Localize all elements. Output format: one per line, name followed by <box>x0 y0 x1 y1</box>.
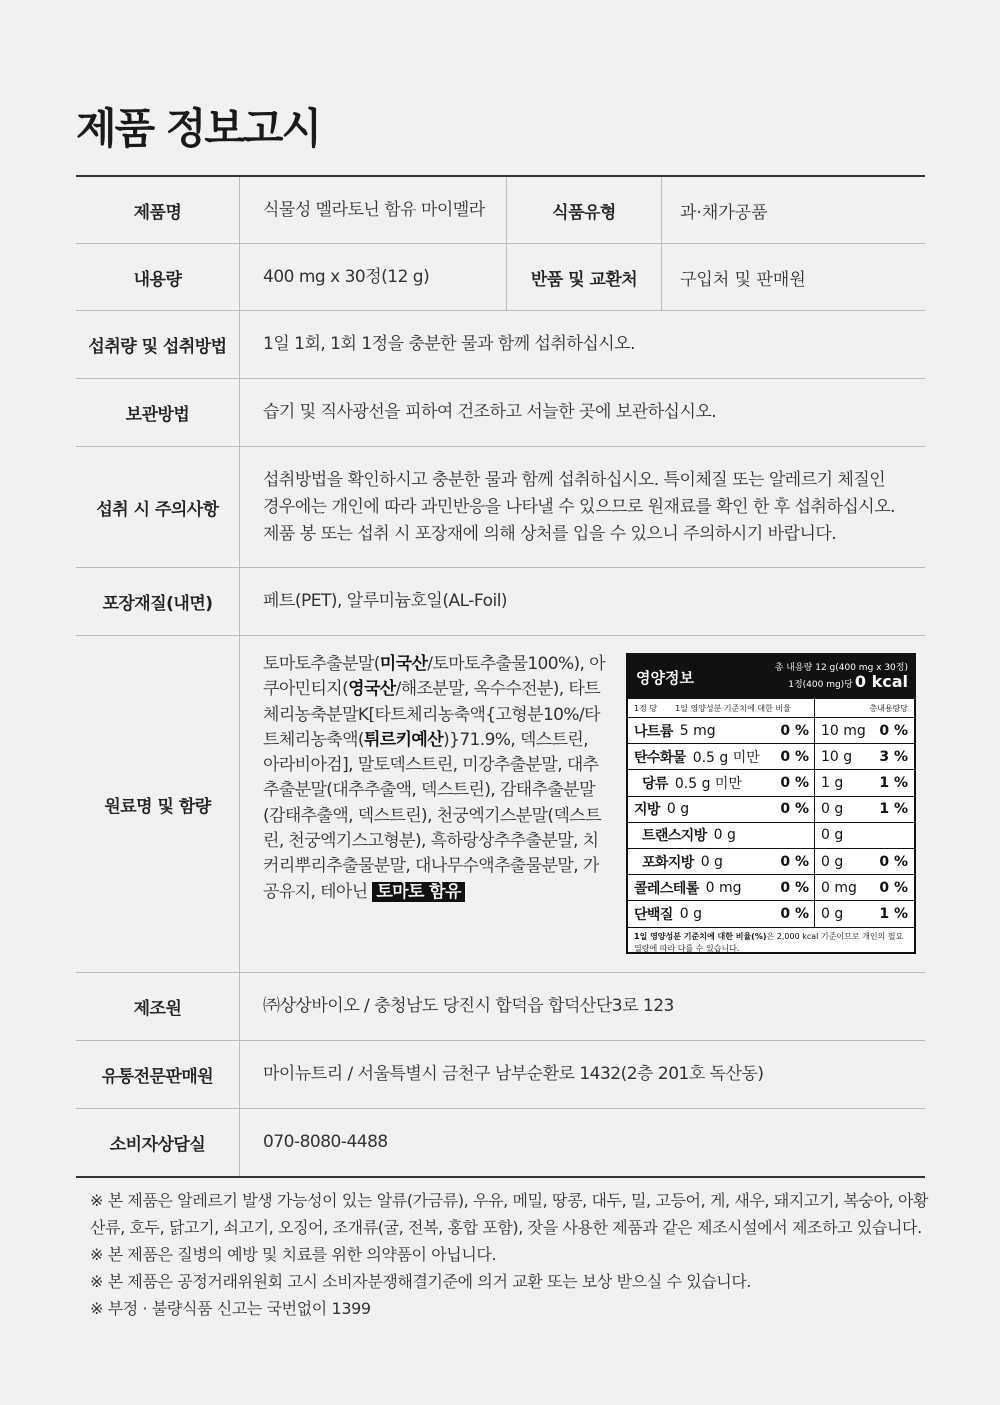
row-value: 식물성 멜라토닌 함유 마이멜라 <box>240 177 507 243</box>
row-value: ㈜상상바이오 / 충청남도 당진시 합덕읍 합덕산단3로 123 <box>263 996 674 1016</box>
nutrient-percent: 0 % <box>780 879 809 896</box>
nutrition-row <box>628 770 914 796</box>
row-value: 400 mg x 30정(12 g) <box>240 244 507 310</box>
nutrient-percent: 0 % <box>780 853 809 870</box>
row-consumer <box>76 1109 925 1176</box>
row-label: 소비자상담실 <box>76 1109 240 1176</box>
nutrient-total: 0 g <box>821 853 844 870</box>
row-ingredients <box>76 636 925 973</box>
nutrient-total: 0 mg <box>821 879 857 896</box>
nutrient-percent: 0 % <box>780 774 809 791</box>
nutrient-name: 탄수화물 <box>634 749 686 766</box>
row-packaging <box>76 568 925 636</box>
nutrition-footnote-rest: 은 2,000 kcal 기준이므로 개인의 필요 열량에 따라 다를 수 있습니다. <box>634 931 904 953</box>
ingredient-origin: 튀르키예산 <box>363 729 444 750</box>
ingredient-text: 토마토추출분말( <box>263 654 380 674</box>
note-item: ※ 본 제품은 질병의 예방 및 치료를 위한 의약품이 아닙니다. <box>90 1245 497 1264</box>
nutrition-row <box>628 718 914 744</box>
nutrition-total-line: 총 내용량 12 g(400 mg x 30정) <box>774 663 908 673</box>
row-label: 반품 및 교환처 <box>507 244 662 310</box>
nutrition-kcal: 0 kcal <box>854 672 908 691</box>
nutrition-footnote <box>628 928 914 958</box>
row-product-name <box>76 177 925 244</box>
nutrient-total-percent: 1 % <box>879 905 908 922</box>
nutrient-percent: 0 % <box>780 722 809 739</box>
nutrient-name: 포화지방 <box>642 854 694 871</box>
nutrient-amount: 0 g <box>713 827 736 844</box>
row-label: 내용량 <box>76 244 240 310</box>
tomato-highlight-badge: 토마토 함유 <box>372 882 464 902</box>
nutrient-percent: 0 % <box>780 801 809 818</box>
nutrition-row <box>628 797 914 823</box>
row-label: 보관방법 <box>76 379 240 446</box>
row-content <box>76 244 925 311</box>
nutrition-sub-left2: 1일 영양성분 기준치에 대한 비율 <box>675 703 791 713</box>
nutrition-sub-left1: 1정 당 <box>634 703 658 713</box>
nutrient-name: 당류 <box>642 775 668 792</box>
row-label: 섭취 시 주의사항 <box>76 447 240 567</box>
row-label: 제품명 <box>76 177 240 243</box>
row-label: 섭취량 및 섭취방법 <box>76 311 240 378</box>
note-item: ※ 본 제품은 공정거래위원회 고시 소비자분쟁해결기준에 의거 교환 또는 보상 받으실 수 있습니다. <box>90 1272 752 1291</box>
page-title: 제품 정보고시 <box>76 104 321 153</box>
nutrition-row <box>628 849 914 875</box>
nutrition-rows <box>628 718 914 928</box>
nutrition-row <box>628 875 914 901</box>
nutrient-amount: 5 mg <box>679 722 716 739</box>
ingredients-cell <box>240 636 930 972</box>
nutrient-amount: 0 g <box>679 905 703 922</box>
nutrient-total: 0 g <box>821 827 844 844</box>
row-value: 페트(PET), 알루미늄호일(AL-Foil) <box>263 591 508 611</box>
row-intake <box>76 311 925 379</box>
ingredients-text <box>263 652 608 962</box>
row-label: 원료명 및 함량 <box>76 636 240 972</box>
row-value: 과·채가공품 <box>680 202 768 223</box>
nutrition-row <box>628 901 914 927</box>
nutrient-name: 단백질 <box>634 906 673 923</box>
nutrient-amount: 0 mg <box>705 879 742 896</box>
row-value: 섭취방법을 확인하시고 충분한 물과 함께 섭취하십시오. 특이체질 또는 알레르기 체질인 경우에는 개인에 따라 과민반응을 나타낼 수 있으므로 원재료를 확인 한 후 섭취하십시오. 제품 봉 또는 섭취 시 포장재에 의해 상처를 입을 수 있으니 주의하시기 바랍니다. <box>263 469 896 544</box>
row-label: 유통전문판매원 <box>76 1041 240 1108</box>
ingredient-origin: 미국산 <box>379 654 428 674</box>
nutrition-header <box>628 655 914 699</box>
product-info-table <box>76 175 925 1178</box>
nutrition-sub-right: 총내용량당 <box>869 703 908 713</box>
nutrient-amount: 0 g <box>666 801 690 818</box>
nutrient-name: 나트륨 <box>634 723 673 740</box>
nutrient-total: 10 mg <box>821 722 866 739</box>
nutrient-amount: 0 g <box>700 853 723 870</box>
notes-section <box>90 1187 930 1322</box>
row-label: 식품유형 <box>507 177 662 243</box>
nutrient-name: 지방 <box>634 802 660 819</box>
row-value: 070-8080-4488 <box>263 1132 388 1152</box>
note-item: ※ 부정 · 불량식품 신고는 국번없이 1399 <box>90 1299 371 1318</box>
nutrition-title: 영양정보 <box>636 668 694 687</box>
row-label: 포장재질(내면) <box>76 568 240 635</box>
row-caution <box>76 447 925 568</box>
nutrient-total: 0 g <box>821 801 844 818</box>
nutrition-facts-panel <box>626 653 916 954</box>
nutrient-total: 1 g <box>821 774 844 791</box>
row-distributor <box>76 1041 925 1109</box>
nutrition-row <box>628 744 914 770</box>
row-manufacturer <box>76 973 925 1041</box>
note-item: ※ 본 제품은 알레르기 발생 가능성이 있는 알류(가금류), 우유, 메밀, 땅콩, 대두, 밀, 고등어, 게, 새우, 돼지고기, 복숭아, 아황산류, 호두, 닭고기, 쇠고기, 오징어, 조개류(굴, 전복, 홍합 포함), 잣을 사용한 제품과 같은 제조시설에서 제조하고 있습니다. <box>90 1191 929 1237</box>
ingredient-text: )}71.9%, 덱스트린, 아라비아검], 말토덱스트린, 미강추출분말, 대추추출분말(대추추출액, 덱스트린), 감태추출분말(감태추출액, 덱스트린), 천궁엑기스분말(덱스트린, 천궁엑기스고형분), 흑하랑상추추출분말, 치커리뿌리추출물분말, 대나무수액추출물분말, 가공유지, 테아닌 <box>263 729 601 902</box>
row-value: 구입처 및 판매원 <box>680 269 806 290</box>
nutrient-total: 10 g <box>821 748 853 765</box>
nutrient-total: 0 g <box>821 905 844 922</box>
ingredient-text: /토마토추출물100%), 아쿠아민티지( <box>263 654 605 700</box>
nutrition-footnote-bold: 1일 영양성분 기준치에 대한 비율(%) <box>634 931 767 941</box>
nutrition-row <box>628 823 914 849</box>
nutrient-total-percent: 1 % <box>879 774 908 791</box>
nutrient-percent: 0 % <box>780 748 809 765</box>
nutrition-subheader <box>628 699 914 718</box>
nutrient-total-percent: 0 % <box>879 879 908 896</box>
ingredient-origin: 영국산 <box>348 679 396 700</box>
nutrient-name: 콜레스테롤 <box>634 880 699 897</box>
nutrient-amount: 0.5 g 미만 <box>692 749 760 766</box>
nutrient-percent: 0 % <box>780 905 809 922</box>
nutrition-per-line: 1정(400 mg)당 <box>788 680 853 690</box>
row-value: 1일 1회, 1회 1정을 충분한 물과 함께 섭취하십시오. <box>263 334 635 354</box>
row-storage <box>76 379 925 447</box>
nutrient-name: 트랜스지방 <box>642 828 707 845</box>
nutrient-total-percent: 0 % <box>879 853 908 870</box>
row-label: 제조원 <box>76 973 240 1040</box>
ingredient-text: /해조분말, 옥수수전분), 타트체리농축분말K[타트체리농축액{고형분10%/타트체리농축액( <box>263 679 601 750</box>
nutrition-serving-info <box>775 662 908 692</box>
nutrient-total-percent: 3 % <box>879 748 908 765</box>
row-value: 마이뉴트리 / 서울특별시 금천구 남부순환로 1432(2층 201호 독산동) <box>263 1064 764 1084</box>
nutrient-total-percent: 0 % <box>879 722 908 739</box>
nutrient-total-percent: 1 % <box>879 801 908 818</box>
nutrient-amount: 0.5 g 미만 <box>674 775 742 792</box>
row-value: 습기 및 직사광선을 피하여 건조하고 서늘한 곳에 보관하십시오. <box>263 402 717 422</box>
